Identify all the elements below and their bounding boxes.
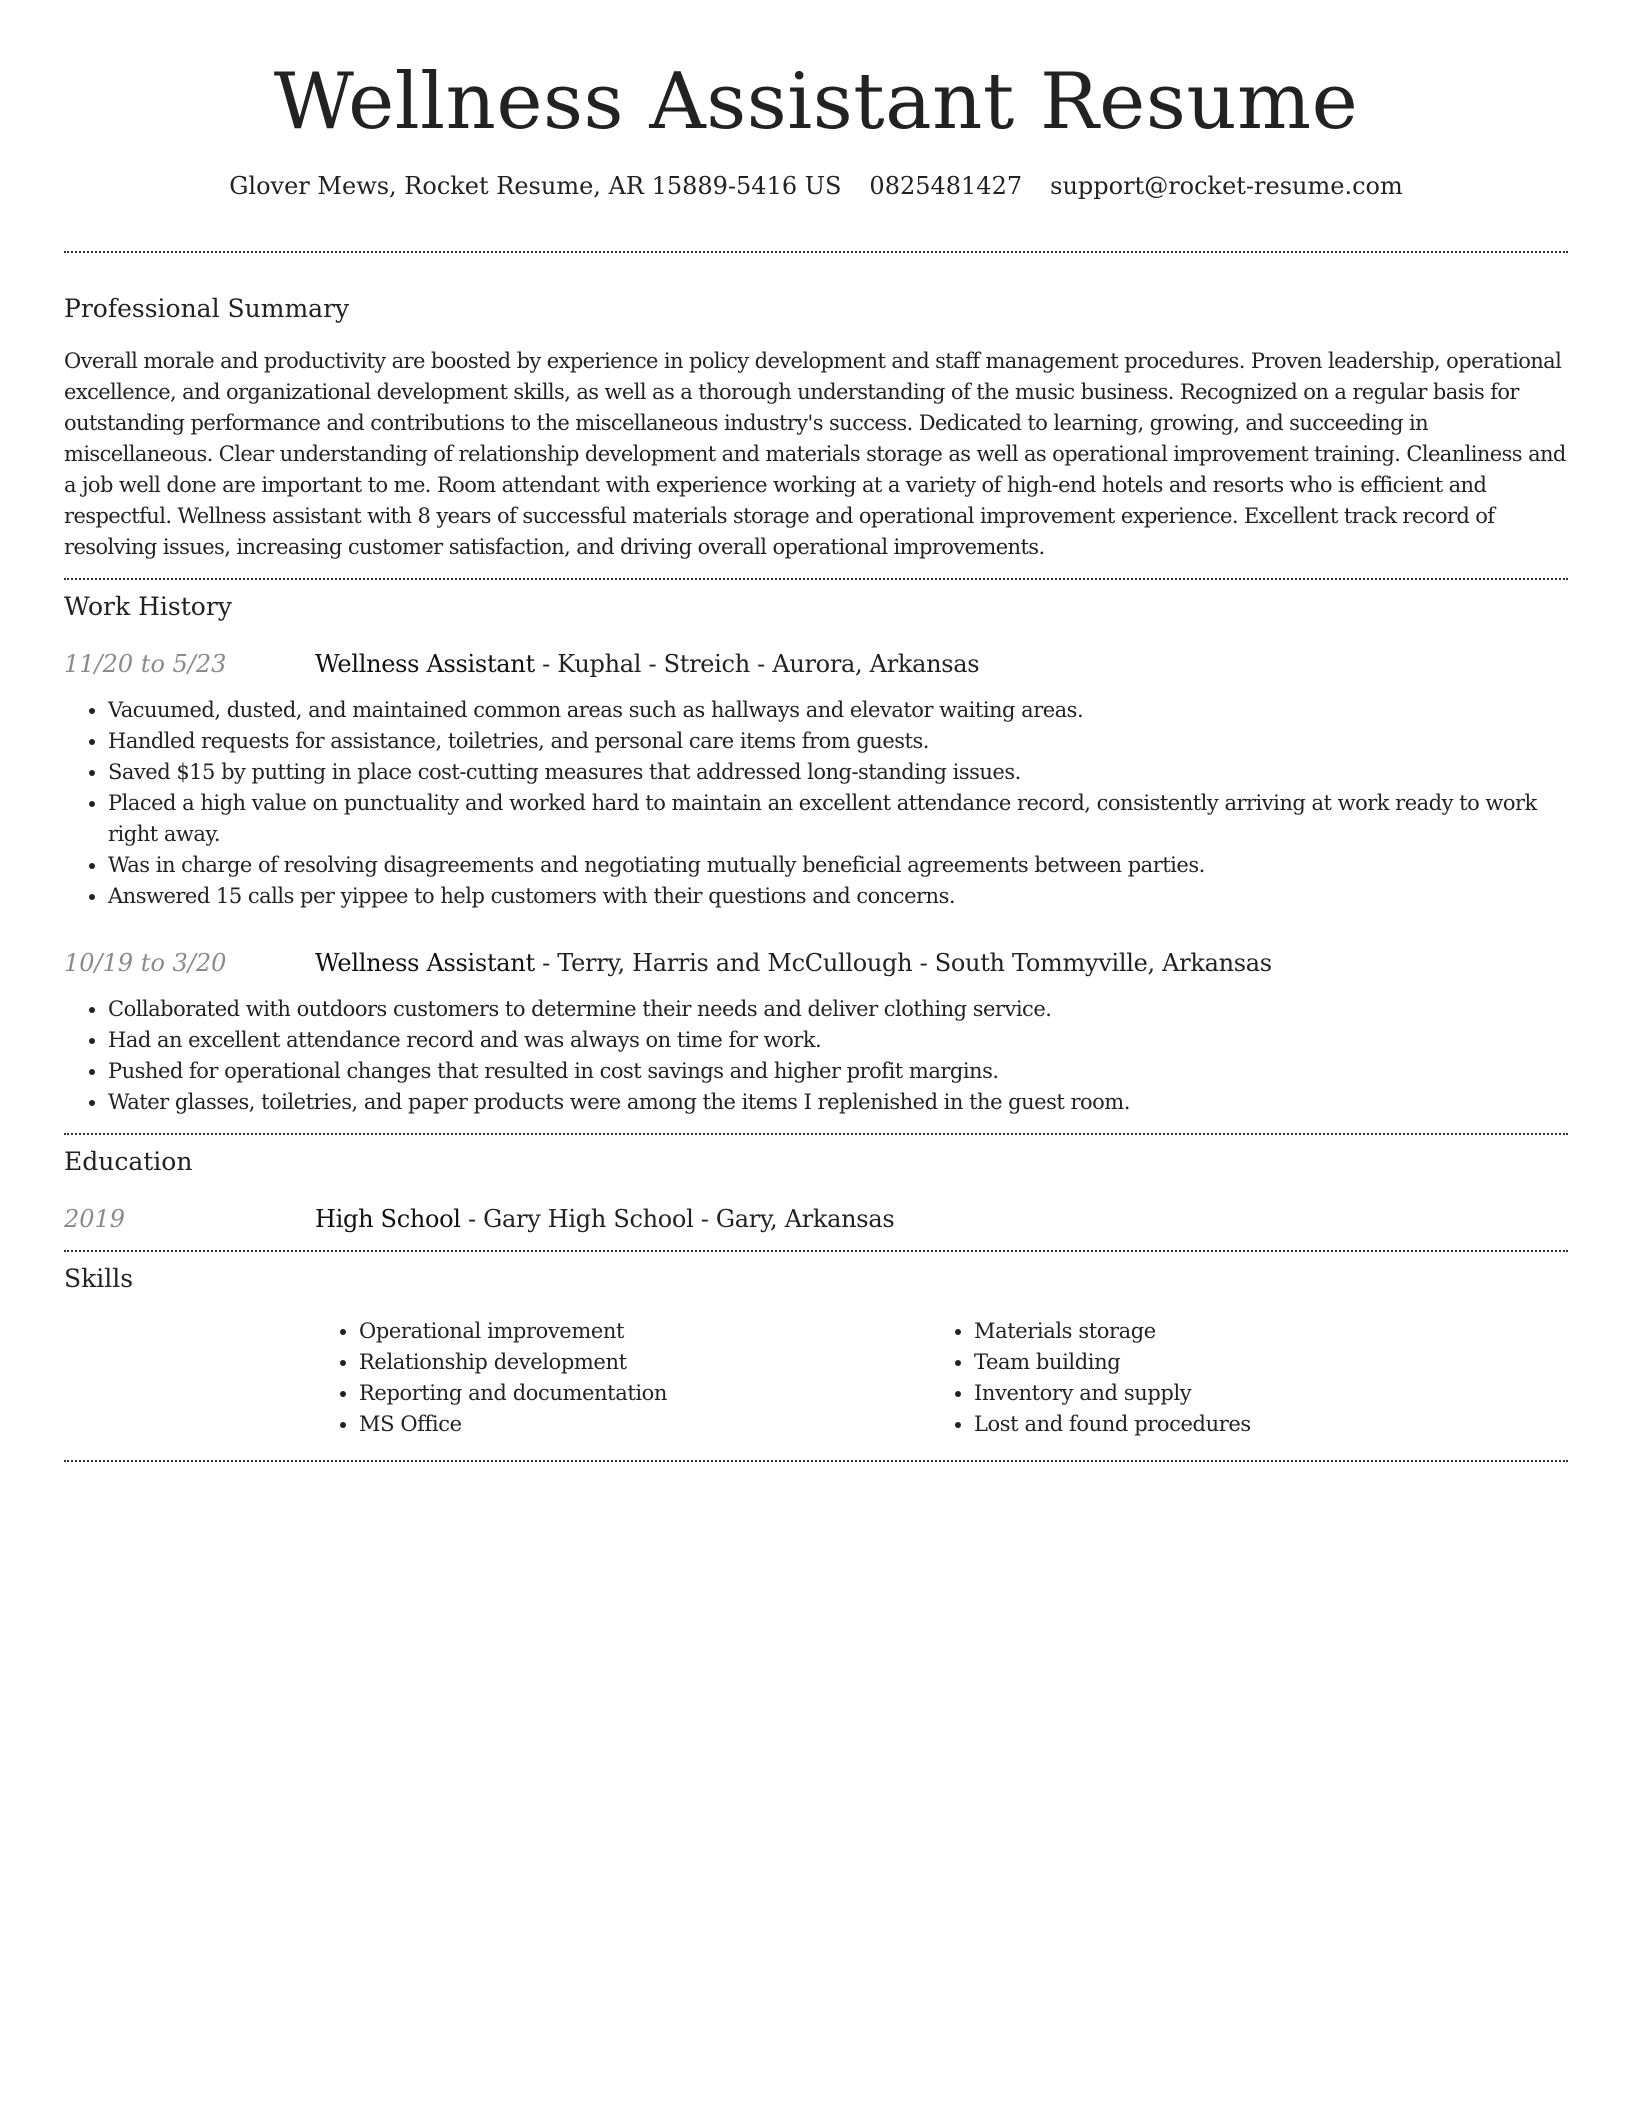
contact-email: support@rocket-resume.com	[1050, 172, 1403, 200]
list-item: • Inventory and supply	[974, 1378, 1545, 1409]
education-entry	[64, 1203, 1568, 1235]
skills-columns	[315, 1316, 1568, 1440]
list-item: • Collaborated with outdoors customers to determine their needs and deliver clothing service.	[108, 994, 1568, 1025]
list-item: • Materials storage	[974, 1316, 1545, 1347]
education-degree: High School	[315, 1205, 461, 1233]
summary-text: Overall morale and productivity are boosted by experience in policy development and staff management procedures. Proven leadership, operational excellence, and organizational development skills, as well as a thorough understanding of the music business. Recognized on a regular basis for outstanding performance and contributions to the miscellaneous industry's success. Dedicated to learning, growing, and succeeding in miscellaneous. Clear understanding of relationship development and materials storage as well as operational improvement training. Cleanliness and a job well done are important to me. Room attendant with experience working at a variety of high-end hotels and resorts who is efficient and respectful. Wellness assistant with 8 years of successful materials storage and operational improvement experience. Excellent track record of resolving issues, increasing customer satisfaction, and driving overall operational improvements.	[64, 349, 1566, 559]
job-bullets	[64, 695, 1568, 912]
job-role: Wellness Assistant	[315, 650, 535, 678]
list-item: • Water glasses, toiletries, and paper products were among the items I replenished in the guest room.	[108, 1087, 1568, 1118]
work-section	[64, 590, 1568, 1118]
header-divider	[64, 251, 1568, 253]
job-role: Wellness Assistant	[315, 949, 535, 977]
list-item: • Saved $15 by putting in place cost-cutting measures that addressed long-standing issues.	[108, 757, 1568, 788]
job-heading	[315, 648, 1568, 680]
list-item: • Lost and found procedures	[974, 1409, 1545, 1440]
list-item: • Team building	[974, 1347, 1545, 1378]
skills-section	[64, 1262, 1568, 1440]
list-item: • Answered 15 calls per yippee to help customers with their questions and concerns.	[108, 881, 1568, 912]
education-details: - Gary High School - Gary, Arkansas	[460, 1205, 895, 1233]
contact-phone: 0825481427	[869, 172, 1023, 200]
contact-address: Glover Mews, Rocket Resume, AR 15889-5416 US	[229, 172, 842, 200]
summary-heading: Professional Summary	[64, 294, 350, 323]
job-details: - Terry, Harris and McCullough - South Tommyville, Arkansas	[534, 949, 1272, 977]
work-divider	[64, 1133, 1568, 1135]
summary-section	[64, 292, 1568, 563]
skills-right-list	[930, 1316, 1545, 1440]
list-item: • Was in charge of resolving disagreements and negotiating mutually beneficial agreements between parties.	[108, 850, 1568, 881]
skills-divider	[64, 1460, 1568, 1462]
list-item: • Pushed for operational changes that resulted in cost savings and higher profit margins.	[108, 1056, 1568, 1087]
list-item: • Placed a high value on punctuality and worked hard to maintain an excellent attendance record, consistently arriving at work ready to work right away.	[108, 788, 1568, 850]
education-heading: Education	[64, 1147, 193, 1176]
job-entry	[64, 648, 1568, 912]
job-dates: 10/19 to 3/20	[64, 949, 227, 977]
job-bullets	[64, 994, 1568, 1118]
list-item: • Handled requests for assistance, toiletries, and personal care items from guests.	[108, 726, 1568, 757]
job-dates: 11/20 to 5/23	[64, 650, 227, 678]
contact-line	[64, 170, 1568, 202]
resume-title: Wellness Assistant Resume	[273, 57, 1359, 147]
education-section	[64, 1145, 1568, 1235]
summary-divider	[64, 578, 1568, 580]
job-details: - Kuphal - Streich - Aurora, Arkansas	[534, 650, 980, 678]
education-divider	[64, 1250, 1568, 1252]
job-heading	[315, 947, 1568, 979]
education-dates: 2019	[64, 1205, 126, 1233]
list-item: • Reporting and documentation	[359, 1378, 930, 1409]
list-item: • Had an excellent attendance record and was always on time for work.	[108, 1025, 1568, 1056]
skills-left-list	[315, 1316, 930, 1440]
skills-heading: Skills	[64, 1264, 134, 1293]
list-item: • MS Office	[359, 1409, 930, 1440]
list-item: • Operational improvement	[359, 1316, 930, 1347]
education-heading-line	[315, 1203, 1568, 1235]
list-item: • Vacuumed, dusted, and maintained common areas such as hallways and elevator waiting areas.	[108, 695, 1568, 726]
resume-page	[64, 0, 1568, 1462]
job-entry	[64, 947, 1568, 1118]
work-heading: Work History	[64, 592, 232, 621]
list-item: • Relationship development	[359, 1347, 930, 1378]
